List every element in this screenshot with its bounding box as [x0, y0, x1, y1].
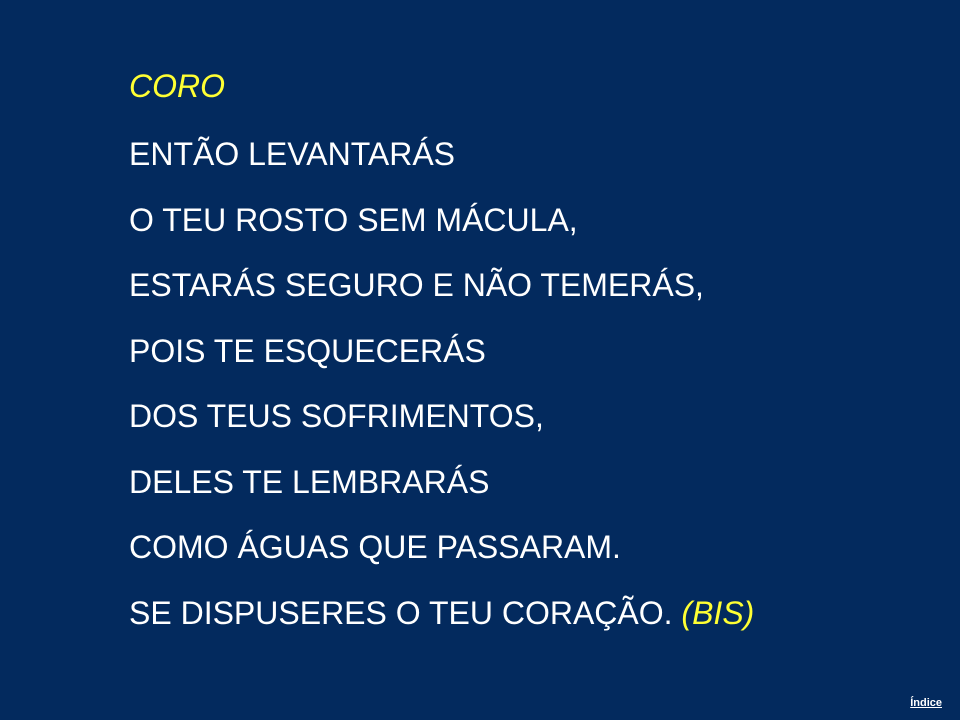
- lyric-line: DOS TEUS SOFRIMENTOS,: [129, 398, 544, 434]
- index-link[interactable]: Índice: [910, 697, 942, 709]
- lyric-line-text: SE DISPUSERES O TEU CORAÇÃO.: [129, 594, 673, 631]
- lyric-line: POIS TE ESQUECERÁS: [129, 332, 486, 369]
- lyric-line-last: [129, 590, 754, 656]
- lyric-line: COMO ÁGUAS QUE PASSARAM.: [129, 529, 621, 565]
- lyric-line: O TEU ROSTO SEM MÁCULA,: [129, 201, 578, 238]
- repeat-marker: (BIS): [681, 594, 755, 631]
- lyrics-list: [129, 131, 754, 655]
- lyric-line: ESTARÁS SEGURO E NÃO TEMERÁS,: [129, 267, 704, 303]
- lyric-line: DELES TE LEMBRARÁS: [129, 463, 490, 500]
- section-heading: CORO: [129, 68, 225, 104]
- lyric-line: ENTÃO LEVANTARÁS: [129, 136, 455, 172]
